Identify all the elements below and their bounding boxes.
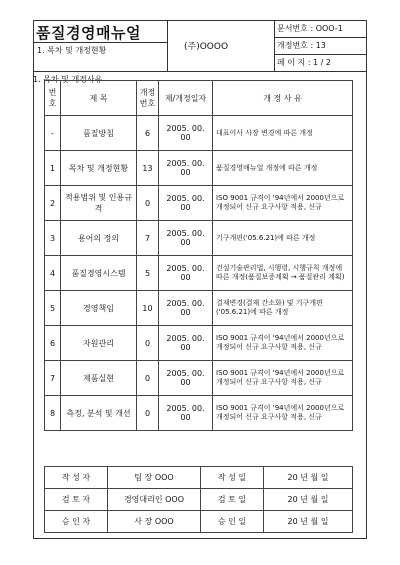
row-date: 2005. 00. 00: [159, 361, 213, 396]
signature-person: 사 장 OOO: [108, 511, 201, 533]
row-reason: 기구개편('05.6.21)에 따른 개정: [213, 221, 353, 256]
row-date: 2005. 00. 00: [159, 116, 213, 151]
table-row: [45, 221, 353, 256]
row-revision: 0: [137, 326, 159, 361]
row-number: 4: [45, 256, 61, 291]
row-title: 적용범위 및 인용규격: [61, 186, 137, 221]
row-revision: 0: [137, 396, 159, 431]
row-title: 자원관리: [61, 326, 137, 361]
table-header-row: [45, 81, 353, 116]
row-title: 제품실현: [61, 361, 137, 396]
signature-role: 승 인 자: [45, 511, 108, 533]
row-number: 5: [45, 291, 61, 326]
signature-person: 경영대리인 OOO: [108, 489, 201, 511]
doc-number: 문서번호 : OOO-1: [277, 24, 343, 33]
row-number: -: [45, 116, 61, 151]
row-reason: ISO 9001 규격이 '94년에서 2000년으로 개정되어 신규 요구사항 적용, 신규: [213, 326, 353, 361]
subsection-title: 1. 목차 및 개정사유: [33, 75, 103, 84]
row-revision: 7: [137, 221, 159, 256]
row-reason: 결재변경(결재 간소화) 및 기구개편('05.6.21)에 따른 개정: [213, 291, 353, 326]
company-name: (주)OOOO: [184, 42, 229, 52]
row-reason: 건설기술관리법, 시행령, 시행규칙 개정에 따른 개정(품질보증계획 → 품질관리 계획): [213, 256, 353, 291]
column-header: 번호: [45, 81, 61, 116]
row-title: 경영책임: [61, 291, 137, 326]
row-number: 1: [45, 151, 61, 186]
row-title: 용어의 정의: [61, 221, 137, 256]
row-number: 8: [45, 396, 61, 431]
row-title: 목차 및 개정현황: [61, 151, 137, 186]
row-reason: ISO 9001 규격이 '94년에서 2000년으로 개정되어 신규 요구사항 적용, 신규: [213, 361, 353, 396]
table-row: [45, 326, 353, 361]
title-divider: [34, 42, 167, 43]
row-date: 2005. 00. 00: [159, 186, 213, 221]
header-divider: [274, 54, 366, 55]
row-title: 품질경영시스템: [61, 256, 137, 291]
table-row: [45, 361, 353, 396]
row-date: 2005. 00. 00: [159, 151, 213, 186]
signature-date-label: 검 토 일: [201, 489, 264, 511]
row-reason: 품질경영매뉴얼 개정에 따른 개정: [213, 151, 353, 186]
row-date: 2005. 00. 00: [159, 221, 213, 256]
row-title: 측정, 분석 및 개선: [61, 396, 137, 431]
row-number: 6: [45, 326, 61, 361]
row-number: 3: [45, 221, 61, 256]
table-row: [45, 396, 353, 431]
row-title: 품질방침: [61, 116, 137, 151]
row-date: 2005. 00. 00: [159, 291, 213, 326]
table-row: [45, 116, 353, 151]
section-title: 1. 목차 및 개정현황: [37, 46, 107, 55]
column-header: 개정번호: [137, 81, 159, 116]
row-revision: 10: [137, 291, 159, 326]
signature-table: [44, 466, 353, 533]
signature-date: 20 년 월 일: [264, 489, 353, 511]
signature-date: 20 년 월 일: [264, 467, 353, 489]
table-row: [45, 186, 353, 221]
row-revision: 5: [137, 256, 159, 291]
row-revision: 0: [137, 361, 159, 396]
column-header: 개 정 사 유: [213, 81, 353, 116]
signature-person: 팀 장 OOO: [108, 467, 201, 489]
header-divider: [274, 37, 366, 38]
row-revision: 6: [137, 116, 159, 151]
signature-date-label: 승 인 일: [201, 511, 264, 533]
signature-date-label: 작 성 일: [201, 467, 264, 489]
signature-row: [45, 467, 353, 489]
header-divider: [167, 21, 168, 71]
signature-row: [45, 511, 353, 533]
column-header: 제 목: [61, 81, 137, 116]
revision-table: [44, 80, 353, 431]
document-header: [33, 20, 367, 72]
row-reason: ISO 9001 규격이 '94년에서 2000년으로 개정되어 신규 요구사항 적용, 신규: [213, 186, 353, 221]
row-revision: 13: [137, 151, 159, 186]
row-date: 2005. 00. 00: [159, 256, 213, 291]
signature-date: 20 년 월 일: [264, 511, 353, 533]
row-revision: 0: [137, 186, 159, 221]
row-reason: 대표이사 사장 변경에 따른 개정: [213, 116, 353, 151]
row-number: 2: [45, 186, 61, 221]
row-date: 2005. 00. 00: [159, 396, 213, 431]
row-reason: ISO 9001 규격이 '94년에서 2000년으로 개정되어 신규 요구사항 적용, 신규: [213, 396, 353, 431]
table-row: [45, 291, 353, 326]
column-header: 제/개정일자: [159, 81, 213, 116]
page-number: 페 이 지 : 1 / 2: [277, 58, 332, 67]
signature-role: 작 성 자: [45, 467, 108, 489]
document-title: 품질경영매뉴얼: [36, 24, 141, 42]
signature-row: [45, 489, 353, 511]
table-row: [45, 151, 353, 186]
revision-number: 개정번호 : 13: [277, 41, 326, 50]
header-divider: [274, 21, 275, 71]
signature-role: 검 토 자: [45, 489, 108, 511]
row-number: 7: [45, 361, 61, 396]
row-date: 2005. 00. 00: [159, 326, 213, 361]
table-row: [45, 256, 353, 291]
